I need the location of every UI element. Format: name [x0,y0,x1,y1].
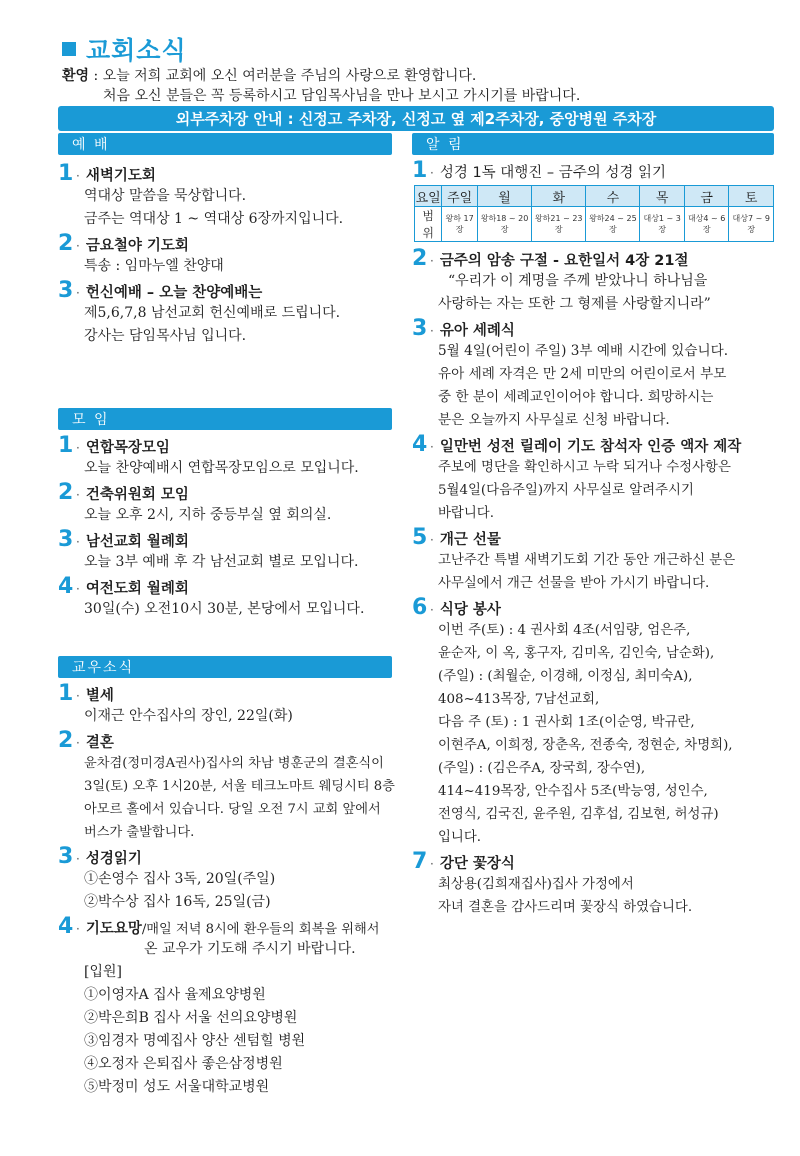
list-item [58,231,392,278]
left-column [58,133,395,1095]
item-title: 별세 [85,688,114,704]
table-cell: 왕하 17장 [442,207,478,242]
list-item [412,432,774,525]
item-line: 이번 주(토) : 4 권사회 4조(서임량, 엄은주, [438,623,691,638]
dot-icon: · [76,286,80,300]
page-title [62,34,187,64]
item-line: ①이영자A 집사 율제요양병원 [84,987,266,1003]
dot-icon: · [430,533,434,547]
item-line: 버스가 출발합니다. [84,825,195,840]
list-item [58,161,392,231]
dot-icon: · [76,582,80,596]
item-line: 5월4일(다음주일)까지 사무실로 알려주시기 [438,483,694,498]
item-line: 윤차겸(정미경A권사)집사의 차남 병훈군의 결혼식이 [84,756,384,771]
list-item [58,728,398,844]
welcome-line-1: : 오늘 저희 교회에 오신 여러분을 주님의 사랑으로 환영합니다. [89,68,477,84]
item-title-rest: /매일 저녁 8시에 환우들의 회복을 위해서 [141,922,380,937]
item-title: 식당 봉사 [439,602,501,618]
item-number: 4 [58,914,74,939]
list-item [58,480,392,527]
item-line: “우리가 이 계명을 주께 받았나니 하나님을 [448,273,708,289]
item-line: 주보에 명단을 확인하시고 누락 되거나 수정사항은 [438,460,731,475]
table-cell: 대상1 ~ 3장 [640,207,684,242]
item-number: 3 [58,278,74,303]
item-number: 1 [58,433,74,458]
list-item [58,278,392,348]
item-line: 역대상 말씀을 묵상합니다. [84,188,247,204]
dot-icon: · [430,440,434,454]
dot-icon: · [76,488,80,502]
item-line: 분은 오늘까지 사무실로 신청 바랍니다. [438,412,670,428]
item-line: ①손영수 집사 3독, 20일(주일) [84,871,276,887]
item-title: 건축위원회 모임 [85,487,189,503]
item-number: 4 [58,574,74,599]
item-line: 이현주A, 이희정, 장춘옥, 전종숙, 정현순, 차명희), [438,738,733,753]
dot-icon: · [76,736,80,750]
list-item [412,158,774,242]
table-cell: 대상7 ~ 9장 [729,207,774,242]
item-title: 강단 꽃장식 [439,856,515,872]
dot-icon: · [430,324,434,338]
item-number: 3 [412,316,428,341]
item-number: 4 [412,432,428,457]
item-line: ②박수상 집사 16독, 25일(금) [84,894,271,910]
item-number: 5 [412,525,428,550]
item-title: 유아 세례식 [439,323,515,339]
dot-icon: · [76,535,80,549]
notice-list [412,158,774,919]
item-line: 오늘 찬양예배시 연합목장모임으로 모입니다. [84,460,359,476]
list-item [58,433,392,480]
welcome-message [62,66,580,106]
meeting-list [58,433,392,621]
item-title: 새벽기도회 [85,168,156,184]
item-line: (주일) : (최월순, 이경해, 이정심, 최미숙A), [438,669,693,684]
item-line: 유아 세례 자격은 만 2세 미만의 어린이로서 부모 [438,366,727,382]
item-number: 2 [58,480,74,505]
item-number: 1 [412,158,428,183]
item-number: 2 [58,728,74,753]
list-item [58,527,392,574]
square-bullet-icon [62,42,76,56]
item-line: 입니다. [438,830,482,845]
item-title: 헌신예배 – 오늘 찬양예배는 [85,285,263,301]
item-line: (주일) : (김은주A, 장국희, 장수연), [438,761,646,776]
list-item [58,914,398,1099]
item-number: 3 [58,844,74,869]
list-item [412,316,774,432]
parking-banner: 외부주차장 안내 : 신정고 주차장, 신정고 옆 제2주차장, 중앙병원 주차장 [58,106,774,131]
item-line: 자녀 결혼을 감사드리며 꽃장식 하였습니다. [438,900,693,915]
table-cell: 금 [684,186,728,207]
item-line: 5월 4일(어린이 주일) 3부 예배 시간에 있습니다. [438,343,729,359]
table-cell: 화 [532,186,586,207]
dot-icon: · [76,922,80,936]
table-cell: 범 위 [415,207,442,242]
item-line: 고난주간 특별 새벽기도회 기간 동안 개근하신 분은 [438,553,736,568]
item-title: 결혼 [85,735,114,751]
item-line: 전영식, 김국진, 윤주원, 김후섭, 김보현, 허성규) [438,807,719,822]
item-line: 이재근 안수집사의 장인, 22일(화) [84,708,293,724]
item-line: 408~413목장, 7남선교회, [438,692,600,707]
dot-icon: · [76,689,80,703]
item-line: 금주는 역대상 1 ~ 역대상 6장까지입니다. [84,211,344,227]
item-title: 기도요망 [85,921,142,937]
worship-list [58,161,392,348]
item-line: 아모르 홀에서 있습니다. 당일 오전 7시 교회 앞에서 [84,802,381,817]
item-line: [입원] [84,964,122,980]
dot-icon: · [430,857,434,871]
table-cell: 요일 [415,186,442,207]
item-line: 강사는 담임목사님 입니다. [84,328,247,344]
table-cell: 주일 [442,186,478,207]
item-line: ④오정자 은퇴집사 좋은삼정병원 [84,1056,283,1072]
item-line: 최상용(김희재집사)집사 가정에서 [438,877,634,892]
section-news-header: 교우소식 [58,656,392,678]
table-cell: 왕하24 ~ 25장 [586,207,640,242]
item-number: 1 [58,681,74,706]
list-item [58,681,398,728]
section-notice-header: 알 림 [412,133,774,155]
item-line: 오늘 3부 예배 후 각 남선교회 별로 모입니다. [84,554,359,570]
page-title-text: 교회소식 [86,36,187,65]
item-line: 414~419목장, 안수집사 5조(박능영, 성인수, [438,784,708,799]
item-line: 3일(토) 오후 1시20분, 서울 테크노마트 웨딩시티 8층 [84,779,395,794]
item-number: 7 [412,849,428,874]
item-title: 성경 1독 대행진 – 금주의 성경 읽기 [439,165,667,181]
section-worship-header: 예 배 [58,133,392,155]
table-cell: 대상4 ~ 6장 [684,207,728,242]
item-line: 바랍니다. [438,506,494,521]
item-title: 남선교회 월례회 [85,534,189,550]
item-title: 금요철야 기도회 [85,238,189,254]
dot-icon: · [76,852,80,866]
item-line: 특송 : 임마누엘 찬양대 [84,258,224,274]
welcome-line-2: 처음 오신 분들은 꼭 등록하시고 담임목사님을 만나 보시고 가시기를 바랍니다. [103,88,581,104]
news-list [58,681,398,1099]
table-cell: 왕하21 ~ 23장 [532,207,586,242]
item-line: 제5,6,7,8 남선교회 헌신예배로 드립니다. [84,305,341,321]
table-cell: 토 [729,186,774,207]
item-number: 6 [412,595,428,620]
list-item [58,844,398,914]
list-item [412,595,774,849]
item-title: 여전도회 월례회 [85,581,189,597]
table-cell: 수 [586,186,640,207]
item-line: ③임경자 명예집사 양산 센텀힐 병원 [84,1033,306,1049]
welcome-label: 환영 [62,68,90,84]
right-column [412,133,774,919]
table-cell: 목 [640,186,684,207]
list-item [58,574,392,621]
item-line: 오늘 오후 2시, 지하 중등부실 옆 회의실. [84,507,332,523]
item-number: 3 [58,527,74,552]
dot-icon: · [430,603,434,617]
item-line: 사랑하는 자는 또한 그 형제를 사랑할지니라” [438,296,711,312]
reading-schedule-table [414,185,774,242]
dot-icon: · [76,441,80,455]
item-line: ⑤박정미 성도 서울대학교병원 [84,1079,270,1095]
item-line: 온 교우가 기도해 주시기 바랍니다. [144,941,356,957]
item-title: 개근 선물 [439,532,501,548]
item-line: ②박은희B 집사 서울 선의요양병원 [84,1010,298,1026]
list-item [412,849,774,919]
item-title: 연합목장모임 [85,440,170,456]
item-number: 2 [412,246,428,271]
item-number: 1 [58,161,74,186]
table-cell: 왕하18 ~ 20장 [477,207,531,242]
item-line: 다음 주 (토) : 1 권사회 1조(이순영, 박규란, [438,715,695,730]
item-number: 2 [58,231,74,256]
list-item [412,246,774,316]
dot-icon: · [430,254,434,268]
list-item [412,525,774,595]
item-line: 윤순자, 이 옥, 홍구자, 김미옥, 김인숙, 남순화), [438,646,715,661]
dot-icon: · [76,169,80,183]
table-cell: 월 [477,186,531,207]
item-title: 성경읽기 [85,851,142,867]
item-title: 일만번 성전 릴레이 기도 참석자 인증 액자 제작 [439,439,742,455]
item-line: 30일(수) 오전10시 30분, 본당에서 모입니다. [84,601,365,617]
item-line: 중 한 분이 세례교인이어야 합니다. 희망하시는 [438,389,714,405]
section-meeting-header: 모 임 [58,408,392,430]
dot-icon: · [430,166,434,180]
dot-icon: · [76,239,80,253]
item-line: 사무실에서 개근 선물을 받아 가시기 바랍니다. [438,576,710,591]
item-title: 금주의 암송 구절 - 요한일서 4장 21절 [439,253,689,269]
